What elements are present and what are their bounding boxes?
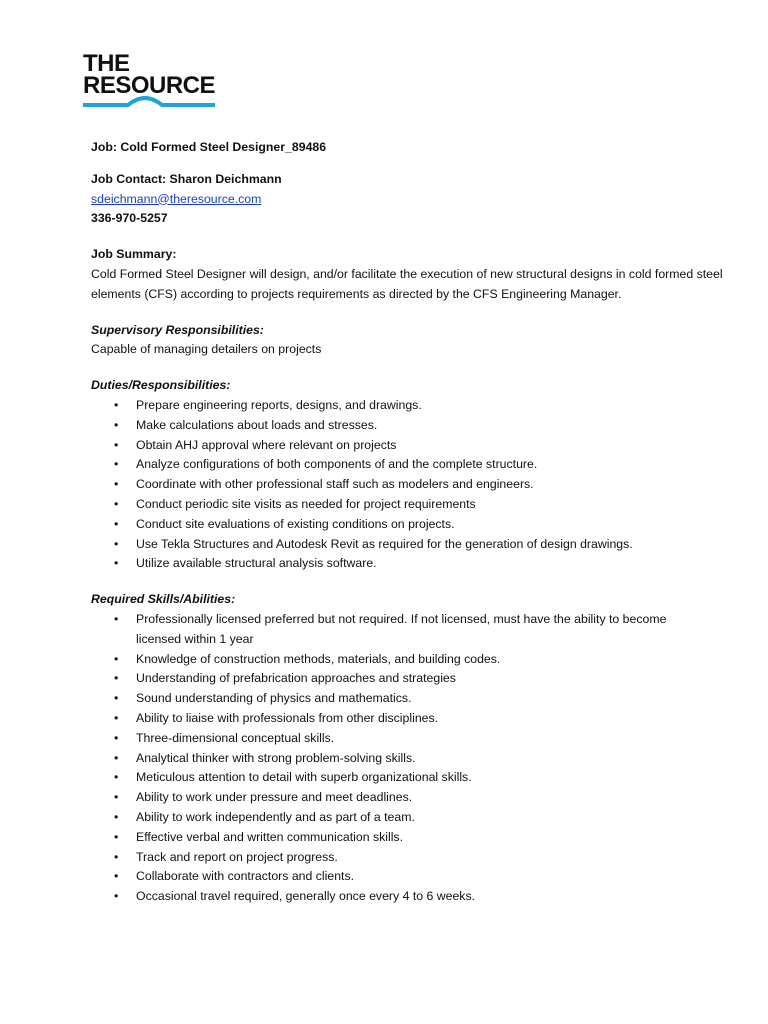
logo-underline-arc-icon (83, 96, 218, 110)
list-item: • Sound understanding of physics and mathematics. (91, 689, 731, 709)
contact-email-link[interactable]: sdeichmann@theresource.com (91, 191, 262, 206)
job-summary-text: Cold Formed Steel Designer will design, and/or facilitate the execution of new structural designs in cold formed steel elements (CFS) according to projects requirements as directed by the CFS Engineering Manager. (91, 266, 723, 301)
supervisory-text: Capable of managing detailers on projects (91, 342, 322, 357)
list-item: • Collaborate with contractors and clients. (91, 867, 731, 887)
duties-list (91, 396, 731, 574)
skills-list (91, 610, 731, 907)
document-body (91, 138, 731, 907)
logo-line-1: THE (83, 50, 130, 77)
list-item: • Track and report on project progress. (91, 848, 731, 868)
list-item: • Knowledge of construction methods, materials, and building codes. (91, 650, 731, 670)
list-item: • Ability to work independently and as part of a team. (91, 808, 731, 828)
list-item: • Conduct periodic site visits as needed for project requirements (91, 495, 731, 515)
the-resource-logo (83, 52, 218, 114)
supervisory-heading: Supervisory Responsibilities: (91, 322, 264, 337)
logo-line-2: RESOURCE (83, 72, 216, 99)
list-item: • Ability to work under pressure and meet deadlines. (91, 788, 731, 808)
list-item: • Coordinate with other professional staff such as modelers and engineers. (91, 475, 731, 495)
list-item: • Prepare engineering reports, designs, and drawings. (91, 396, 731, 416)
list-item: • Make calculations about loads and stresses. (91, 416, 731, 436)
list-item: • Three-dimensional conceptual skills. (91, 729, 731, 749)
list-item: • Conduct site evaluations of existing conditions on projects. (91, 515, 731, 535)
job-contact: Job Contact: Sharon Deichmann (91, 171, 282, 186)
list-item: • Analytical thinker with strong problem-solving skills. (91, 749, 731, 769)
list-item: • Effective verbal and written communication skills. (91, 828, 731, 848)
skills-heading: Required Skills/Abilities: (91, 592, 236, 607)
list-item: • Use Tekla Structures and Autodesk Revit as required for the generation of design drawings. (91, 535, 731, 555)
list-item: • Ability to liaise with professionals from other disciplines. (91, 709, 731, 729)
list-item: • Obtain AHJ approval where relevant on projects (91, 436, 731, 456)
duties-heading: Duties/Responsibilities: (91, 378, 231, 393)
list-item: • Utilize available structural analysis software. (91, 554, 731, 574)
list-item: • Understanding of prefabrication approaches and strategies (91, 669, 731, 689)
list-item: • Analyze configurations of both components of and the complete structure. (91, 455, 731, 475)
job-summary-heading: Job Summary: (91, 247, 177, 262)
list-item: • Occasional travel required, generally once every 4 to 6 weeks. (91, 887, 731, 907)
contact-phone: 336-970-5257 (91, 211, 168, 226)
list-item: • Professionally licensed preferred but not required. If not licensed, must have the ability to become licensed within 1 year (91, 610, 696, 650)
list-item: • Meticulous attention to detail with superb organizational skills. (91, 768, 731, 788)
job-title: Job: Cold Formed Steel Designer_89486 (91, 140, 327, 154)
